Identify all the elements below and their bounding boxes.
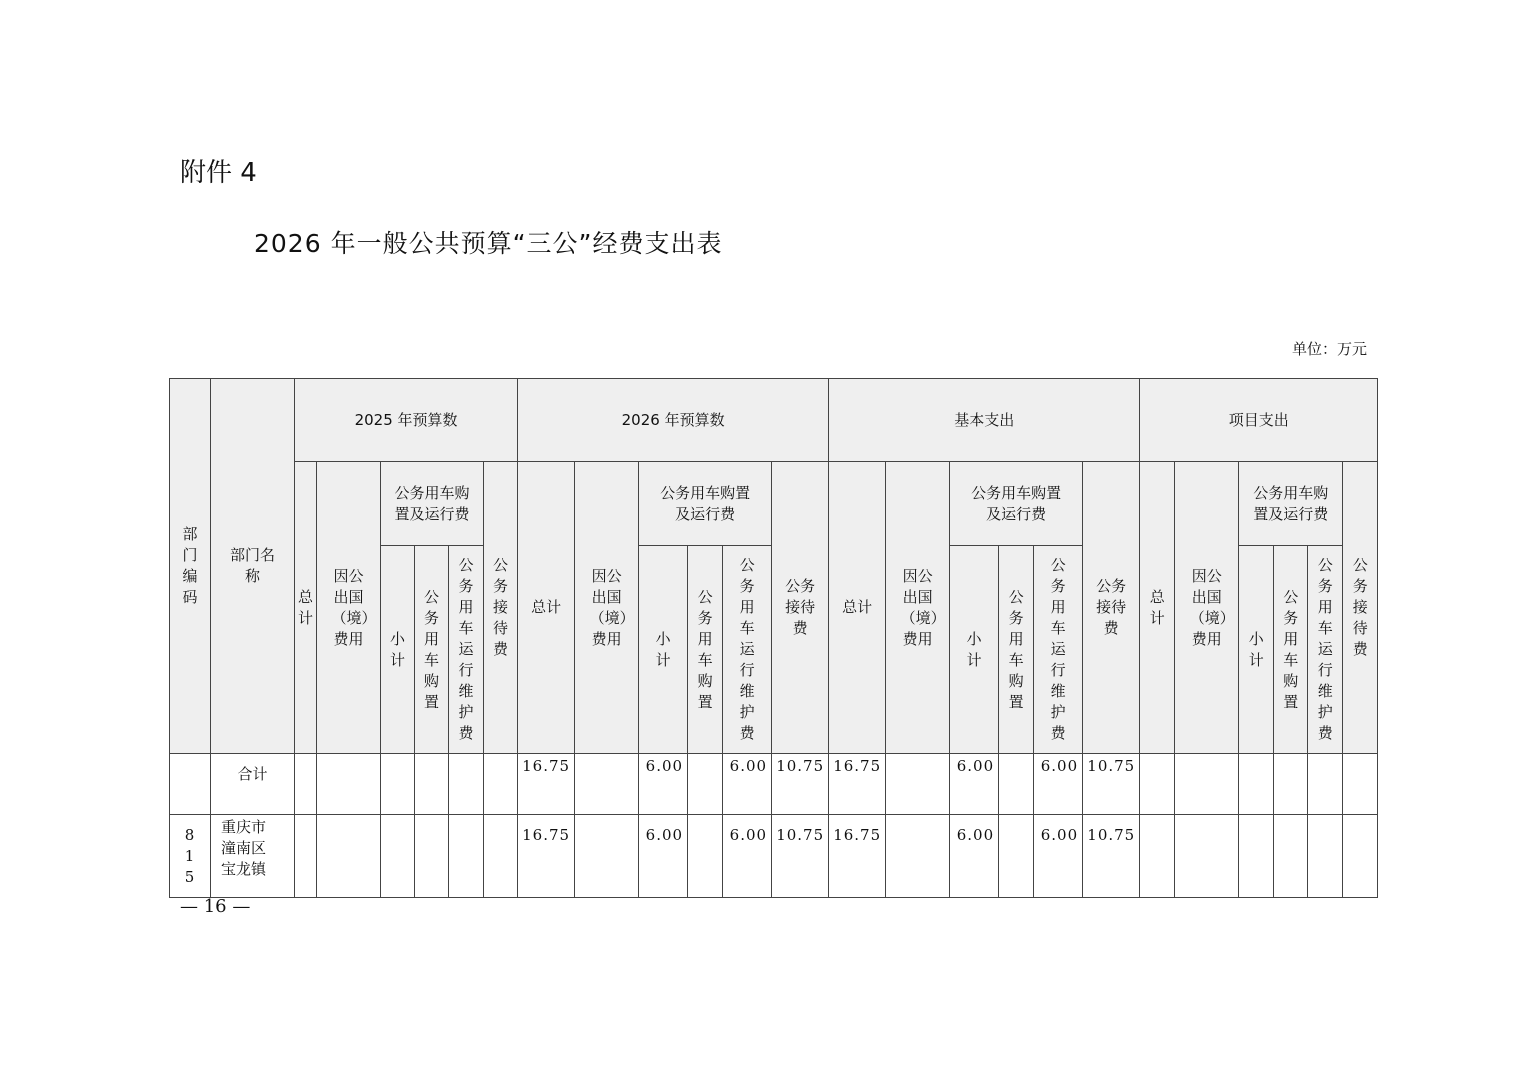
value-cell: 10.75: [1083, 815, 1140, 898]
value-cell: [449, 815, 484, 898]
header-vehicle-operation: 公务用车运行维护费: [449, 546, 484, 754]
value-cell: [688, 815, 723, 898]
dept-code-cell: 815: [170, 815, 211, 898]
header-abroad: 因公出国（境）费用: [1175, 462, 1239, 754]
header-vehicle: 公务用车购置及运行费: [950, 462, 1083, 546]
value-cell: 16.75: [829, 754, 886, 815]
value-cell: 10.75: [772, 754, 829, 815]
header-total: 总计: [518, 462, 575, 754]
value-cell: [415, 754, 449, 815]
header-dept-name: 部门名称: [211, 379, 295, 754]
header-group-2026: 2026 年预算数: [518, 379, 829, 462]
header-vehicle-operation: 公务用车运行维护费: [1034, 546, 1083, 754]
value-cell: 6.00: [723, 815, 772, 898]
value-cell: [484, 815, 518, 898]
value-cell: 6.00: [950, 815, 999, 898]
value-cell: [886, 815, 950, 898]
header-dept-code: 部门编码: [170, 379, 211, 754]
header-vehicle: 公务用车购置及运行费: [639, 462, 772, 546]
header-group-project: 项目支出: [1140, 379, 1378, 462]
header-abroad: 因公出国（境）费用: [575, 462, 639, 754]
dept-name-cell: 合计: [211, 754, 295, 815]
value-cell: [1343, 815, 1378, 898]
value-cell: 10.75: [1083, 754, 1140, 815]
header-abroad: 因公出国（境）费用: [886, 462, 950, 754]
value-cell: [999, 815, 1034, 898]
value-cell: [886, 754, 950, 815]
value-cell: [1274, 754, 1308, 815]
value-cell: [575, 815, 639, 898]
unit-label: 单位：万元: [1291, 340, 1367, 358]
dept-name-cell: 重庆市潼南区宝龙镇: [211, 815, 295, 898]
header-subtotal: 小计: [1239, 546, 1274, 754]
header-total: 总 计: [1140, 462, 1175, 754]
value-cell: [381, 815, 415, 898]
header-subtotal: 小计: [639, 546, 688, 754]
value-cell: 16.75: [518, 754, 575, 815]
header-vehicle-purchase: 公务用车购置: [415, 546, 449, 754]
header-reception: 公务接待费: [1343, 462, 1378, 754]
header-group-2025: 2025 年预算数: [295, 379, 518, 462]
header-subtotal: 小计: [381, 546, 415, 754]
value-cell: 6.00: [1034, 815, 1083, 898]
value-cell: [1308, 815, 1343, 898]
header-reception: 公务接待费: [484, 462, 518, 754]
dept-code-cell: [170, 754, 211, 815]
value-cell: [449, 754, 484, 815]
value-cell: [295, 815, 317, 898]
attachment-label: 附件 4: [180, 158, 257, 188]
table-row: [170, 815, 1378, 898]
value-cell: [415, 815, 449, 898]
value-cell: [999, 754, 1034, 815]
value-cell: [688, 754, 723, 815]
header-vehicle-purchase: 公务用车购置: [688, 546, 723, 754]
header-vehicle-purchase: 公务用车购置: [999, 546, 1034, 754]
table-row: [170, 754, 1378, 815]
value-cell: [317, 815, 381, 898]
value-cell: [1274, 815, 1308, 898]
header-vehicle-operation: 公务用车运行维护费: [723, 546, 772, 754]
value-cell: [575, 754, 639, 815]
value-cell: 6.00: [950, 754, 999, 815]
value-cell: [317, 754, 381, 815]
value-cell: [1239, 754, 1274, 815]
header-reception: 公务接待费: [772, 462, 829, 754]
value-cell: [1239, 815, 1274, 898]
page-number: — 16 —: [180, 896, 251, 917]
value-cell: 16.75: [518, 815, 575, 898]
value-cell: [1308, 754, 1343, 815]
value-cell: [1343, 754, 1378, 815]
header-vehicle: 公务用车购置及运行费: [1239, 462, 1343, 546]
value-cell: [1175, 754, 1239, 815]
header-reception: 公务接待费: [1083, 462, 1140, 754]
value-cell: 16.75: [829, 815, 886, 898]
value-cell: [1140, 754, 1175, 815]
header-subtotal: 小计: [950, 546, 999, 754]
value-cell: [1140, 815, 1175, 898]
budget-table: [169, 378, 1378, 898]
header-total: 总计: [295, 462, 317, 754]
header-vehicle: 公务用车购置及运行费: [381, 462, 484, 546]
header-vehicle-operation: 公务用车运行维护费: [1308, 546, 1343, 754]
value-cell: [381, 754, 415, 815]
header-group-basic: 基本支出: [829, 379, 1140, 462]
header-abroad: 因公出国（境）费用: [317, 462, 381, 754]
value-cell: [484, 754, 518, 815]
page-title: 2026 年一般公共预算“三公”经费支出表: [254, 229, 723, 258]
value-cell: [1175, 815, 1239, 898]
value-cell: 6.00: [1034, 754, 1083, 815]
header-total: 总计: [829, 462, 886, 754]
value-cell: 6.00: [639, 815, 688, 898]
header-vehicle-purchase: 公务用车购置: [1274, 546, 1308, 754]
value-cell: [295, 754, 317, 815]
value-cell: 6.00: [639, 754, 688, 815]
value-cell: 6.00: [723, 754, 772, 815]
value-cell: 10.75: [772, 815, 829, 898]
